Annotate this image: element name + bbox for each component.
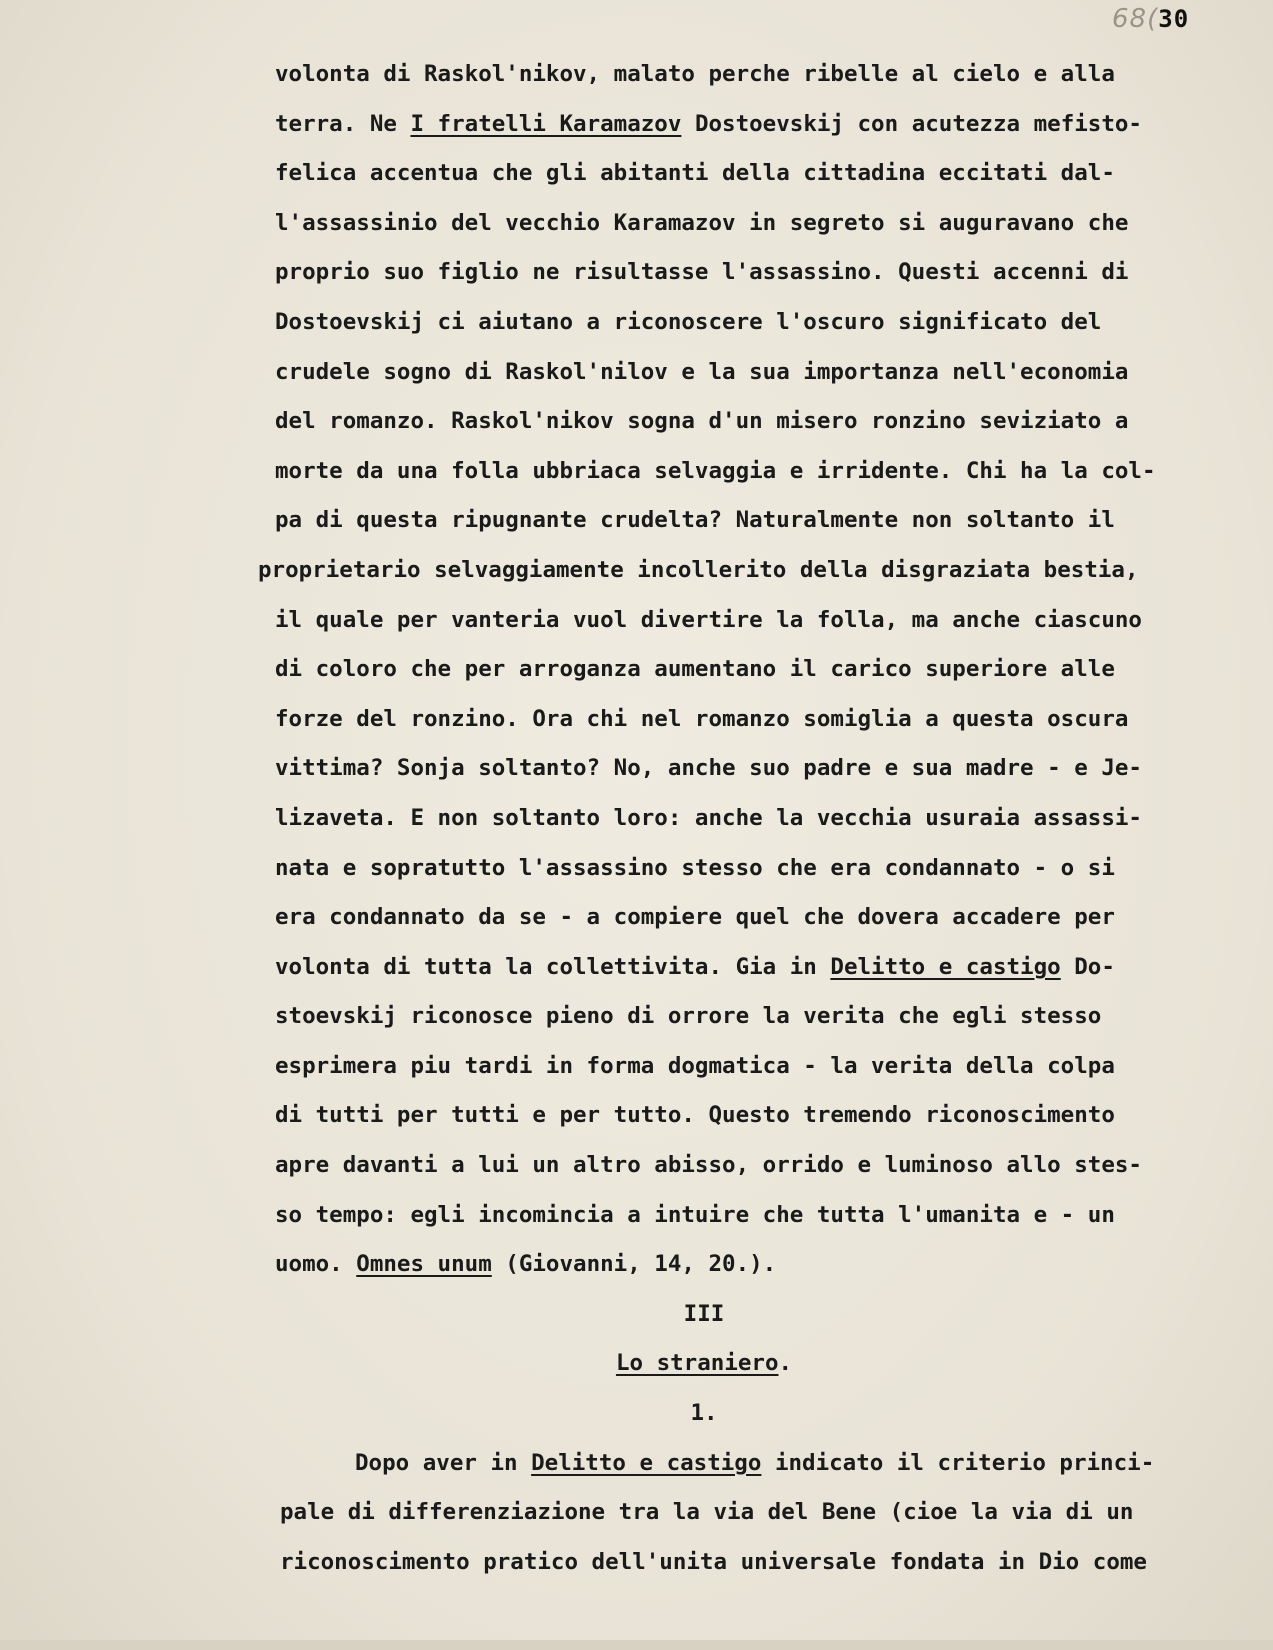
text-line (0, 1240, 1273, 1290)
text-run: . (778, 1350, 793, 1377)
text-line (0, 248, 1273, 298)
text-line (0, 1141, 1273, 1191)
text-run: di tutti per tutti e per tutto. Questo tremendo riconoscimento (275, 1102, 1115, 1129)
underlined-title: Lo straniero (615, 1350, 779, 1377)
text-line (0, 1439, 1273, 1489)
text-run: pale di differenziazione tra la via del Bene (cioe la via di un (280, 1499, 1134, 1526)
page-number (1112, 4, 1189, 34)
text-run: 1. (690, 1400, 718, 1427)
text-run: proprio suo figlio ne risultasse l'assassino. Questi accenni di (275, 259, 1129, 286)
underlined-title: I fratelli Karamazov (410, 110, 682, 137)
text-run: di coloro che per arroganza aumentano il carico superiore alle (275, 656, 1115, 683)
text-run: proprietario selvaggiamente incollerito della disgraziata bestia, (258, 556, 1139, 583)
text-line (0, 1042, 1273, 1092)
text-line (0, 1191, 1273, 1241)
text-run: (Giovanni, 14, 20.). (491, 1251, 777, 1278)
page-number-paren: ( (1147, 4, 1159, 34)
typed-page-number: 30 (1158, 5, 1190, 33)
text-line (0, 199, 1273, 249)
text-run: Dostoevskij con acutezza mefisto- (681, 110, 1142, 137)
text-line (0, 1339, 1273, 1389)
text-run: uomo. (275, 1251, 357, 1278)
text-run: del romanzo. Raskol'nikov sogna d'un misero ronzino seviziato a (275, 408, 1129, 435)
text-run: Dostoevskij ci aiutano a riconoscere l'oscuro significato del (275, 308, 1102, 335)
text-line (0, 844, 1273, 894)
text-run: l'assassinio del vecchio Karamazov in segreto si auguravano che (275, 209, 1129, 236)
text-run: stoevskij riconosce pieno di orrore la verita che egli stesso (275, 1003, 1102, 1030)
text-run: il quale per vanteria vuol divertire la folla, ma anche ciascuno (275, 606, 1142, 633)
text-line (0, 149, 1273, 199)
text-line (0, 1091, 1273, 1141)
text-line (0, 943, 1273, 993)
text-line (0, 397, 1273, 447)
text-line (0, 100, 1273, 150)
text-run: apre davanti a lui un altro abisso, orrido e luminoso allo stes- (275, 1152, 1142, 1179)
text-run: vittima? Sonja soltanto? No, anche suo padre e sua madre - e Je- (275, 755, 1142, 782)
text-line (0, 298, 1273, 348)
text-run: riconoscimento pratico dell'unita universale fondata in Dio come (280, 1548, 1147, 1575)
text-run: felica accentua che gli abitanti della cittadina eccitati dal- (275, 160, 1115, 187)
text-line (0, 596, 1273, 646)
body-text (0, 50, 1273, 1587)
text-line (0, 447, 1273, 497)
text-run: era condannato da se - a compiere quel che dovera accadere per (275, 904, 1115, 931)
text-run: volonta di tutta la collettivita. Gia in (275, 953, 831, 980)
text-run: Dopo aver in (355, 1449, 532, 1476)
text-line (0, 992, 1273, 1042)
underlined-title: Omnes unum (356, 1251, 492, 1278)
text-run: esprimera piu tardi in forma dogmatica - la verita della colpa (275, 1052, 1115, 1079)
text-run: volonta di Raskol'nikov, malato perche ribelle al cielo e alla (275, 61, 1115, 87)
text-line (0, 50, 1273, 100)
text-run: III (683, 1300, 725, 1327)
text-line (0, 1389, 1273, 1439)
text-run: Do- (1060, 953, 1115, 980)
text-line (0, 348, 1273, 398)
text-line (0, 893, 1273, 943)
text-line (0, 1488, 1273, 1538)
text-line (0, 695, 1273, 745)
text-line (0, 645, 1273, 695)
text-line (0, 1290, 1273, 1340)
text-run: lizaveta. E non soltanto loro: anche la vecchia usuraia assassi- (275, 804, 1142, 831)
text-run: terra. Ne (275, 110, 411, 137)
underlined-title: Delitto e castigo (531, 1449, 762, 1476)
text-run: so tempo: egli incomincia a intuire che tutta l'umanita e - un (275, 1201, 1115, 1228)
text-run: indicato il criterio princi- (761, 1449, 1155, 1476)
page-edge (0, 1640, 1273, 1650)
text-run: pa di questa ripugnante crudelta? Naturalmente non soltanto il (275, 507, 1115, 534)
underlined-title: Delitto e castigo (830, 953, 1061, 980)
text-line (0, 496, 1273, 546)
text-run: crudele sogno di Raskol'nilov e la sua importanza nell'economia (275, 358, 1129, 385)
text-run: forze del ronzino. Ora chi nel romanzo somiglia a questa oscura (275, 705, 1129, 732)
text-line (0, 546, 1273, 596)
text-line (0, 1538, 1273, 1588)
text-run: morte da una folla ubbriaca selvaggia e irridente. Chi ha la col- (275, 457, 1156, 484)
text-run: nata e sopratutto l'assassino stesso che era condannato - o si (275, 854, 1115, 881)
text-line (0, 744, 1273, 794)
handwritten-page-number: 68 (1112, 4, 1148, 34)
text-line (0, 794, 1273, 844)
